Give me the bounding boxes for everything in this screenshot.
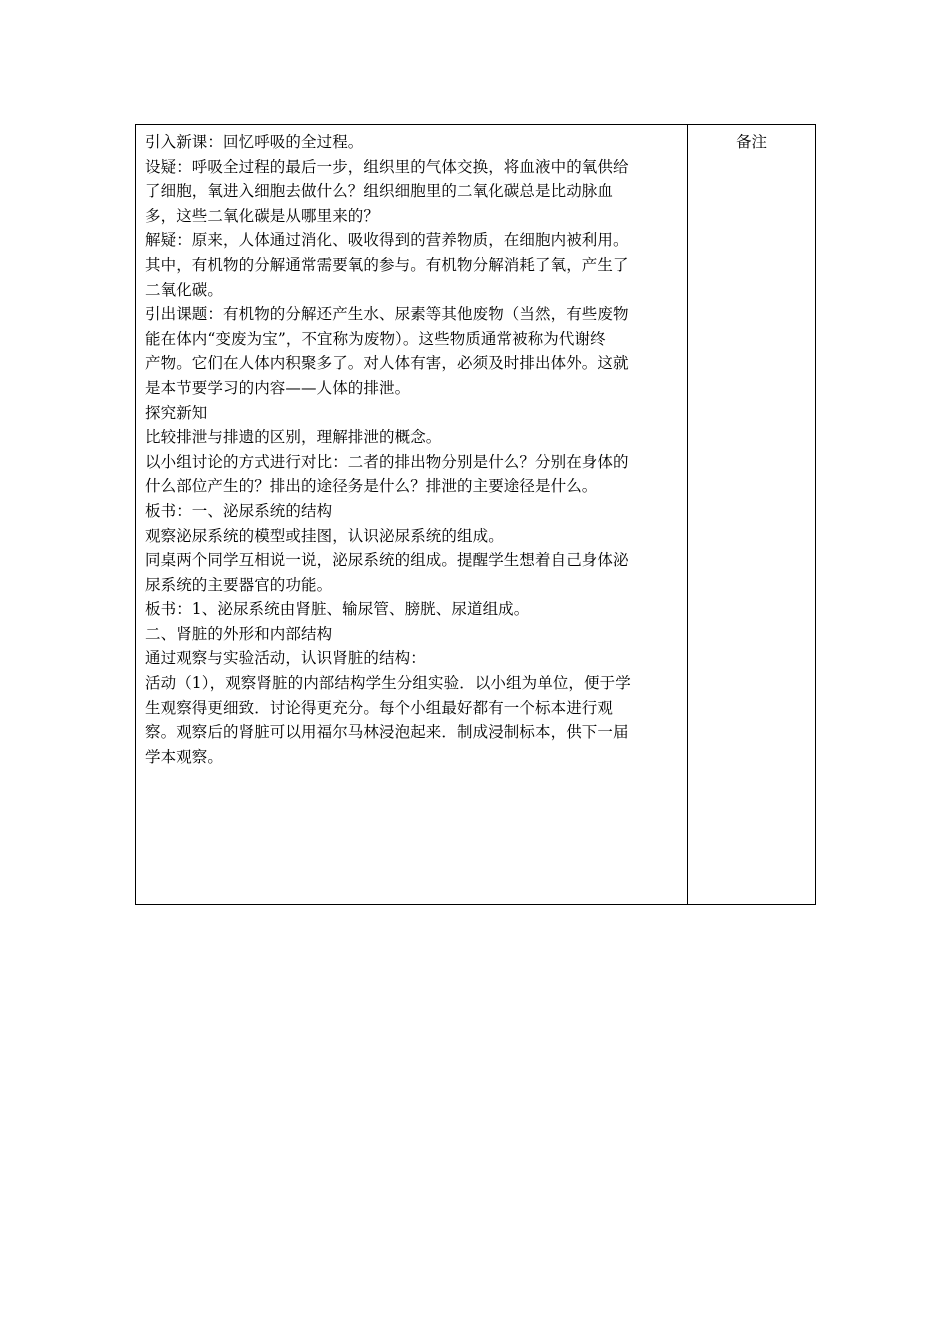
lesson-line: 其中，有机物的分解通常需要氧的参与。有机物分解消耗了氧，产生了 [145, 255, 629, 274]
notes-cell [688, 125, 815, 904]
lesson-line: 多，这些二氧化碳是从哪里来的？ [145, 206, 380, 225]
lesson-line: 能在体内“变废为宝”，不宜称为废物）。这些物质通常被称为代谢终 [145, 329, 606, 348]
lesson-line: 引入新课：回忆呼吸的全过程。 [145, 133, 364, 151]
lesson-line: 生观察得更细致．讨论得更充分。每个小组最好都有一个标本进行观 [145, 698, 614, 717]
lesson-content-cell [136, 125, 688, 904]
lesson-line: 解疑：原来，人体通过消化、吸收得到的营养物质，在细胞内被利用。 [145, 231, 629, 250]
lesson-line: 通过观察与实验活动，认识肾脏的结构： [145, 649, 426, 668]
lesson-plan-table [135, 124, 816, 905]
lesson-line: 什么部位产生的？排出的途径务是什么？排泄的主要途径是什么。 [145, 477, 598, 496]
lesson-line: 引出课题：有机物的分解还产生水、尿素等其他废物（当然，有些废物 [145, 305, 629, 324]
lesson-line: 比较排泄与排遗的区别，理解排泄的概念。 [145, 428, 442, 447]
lesson-line: 二、肾脏的外形和内部结构 [145, 624, 333, 643]
lesson-line: 了细胞，氧进入细胞去做什么？组织细胞里的二氧化碳总是比动脉血 [145, 182, 614, 201]
lesson-line: 以小组讨论的方式进行对比：二者的排出物分别是什么？分别在身体的 [145, 452, 629, 471]
lesson-line: 尿系统的主要器官的功能。 [145, 575, 333, 594]
lesson-line: 观察泌尿系统的模型或挂图，认识泌尿系统的组成。 [145, 526, 504, 545]
lesson-line: 同桌两个同学互相说一说，泌尿系统的组成。提醒学生想着自己身体泌 [145, 551, 629, 570]
lesson-line: 板书：一、泌尿系统的结构 [145, 501, 333, 520]
lesson-line: 二氧化碳。 [145, 280, 224, 299]
lesson-line: 察。观察后的肾脏可以用福尔马林浸泡起来．制成浸制标本，供下一届 [145, 723, 629, 742]
lesson-line: 设疑：呼吸全过程的最后一步，组织里的气体交换，将血液中的氧供给 [145, 157, 629, 176]
lesson-line: 是本节要学习的内容——人体的排泄。 [145, 378, 411, 397]
lesson-line: 活动（1），观察肾脏的内部结构学生分组实验．以小组为单位，便于学 [145, 674, 631, 693]
lesson-line: 板书：1、泌尿系统由肾脏、输尿管、膀胱、尿道组成。 [145, 600, 530, 619]
notes-header: 备注 [735, 133, 767, 151]
lesson-line: 学本观察。 [145, 747, 224, 766]
lesson-line: 探究新知 [145, 403, 208, 422]
lesson-line: 产物。它们在人体内积聚多了。对人体有害，必须及时排出体外。这就 [145, 354, 629, 373]
